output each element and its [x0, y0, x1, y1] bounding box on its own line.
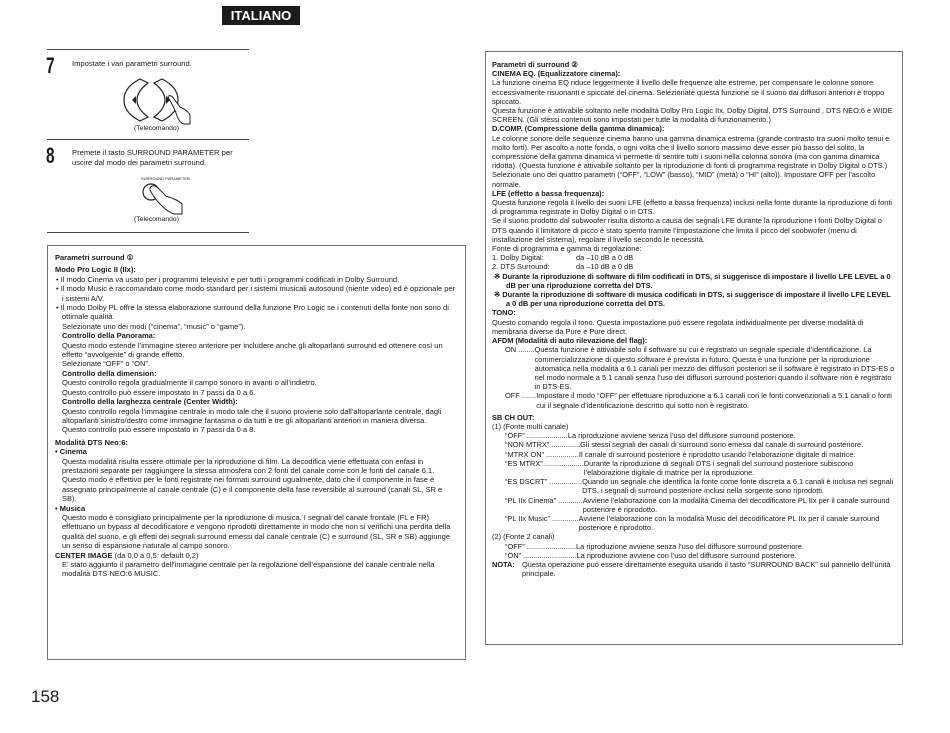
lfe-range-value: da –10 dB a 0 dB: [576, 262, 634, 272]
sbch-key: “PL IIx Cinema” ............: [505, 495, 583, 505]
sbch-value: Il canale di surround posteriore è riprodotto usando l’elaborazione digitale di matrice.: [578, 449, 856, 459]
sbch-key: “NON MTRX” ..............: [505, 440, 581, 450]
afdm-heading: AFDM (Modalità di auto rilevazione del flag):: [492, 336, 648, 346]
pl-bullet: • Il modo Dolby PL offre la stessa elaborazione surround della funzione Pro Logic se i contenuti della fonte non sono di ottimale qualità.: [56, 303, 449, 322]
sbch-item: [492, 514, 896, 532]
center-image-text: E’ stato aggiunto il parametro dell’immagine centrale per la regolazione dell’espansione del canale centrale nella modalità DTS NEO:6 MUSIC.: [62, 560, 435, 579]
sbch-key: “PL IIx Music” .............: [505, 513, 579, 523]
divider: [47, 232, 249, 233]
center-width-range: Questo controllo può essere impostato in 7 passi da 0 a 8.: [62, 425, 256, 435]
nota-text: Questa operazione può essere direttamente eseguita usando il tasto “SURROUND BACK” sul pannello dell’unità principale.: [522, 559, 891, 579]
sbch-value: La riproduzione avviene senza l’uso del diffusore surround posteriore.: [576, 541, 804, 551]
pointing-hand-icon: [150, 186, 182, 214]
panorama-select-text: Selezionate “OFF” o “ON”.: [62, 359, 150, 369]
step-7-text: Impostate i vari parametri surround.: [72, 59, 192, 68]
lfe-note: ※ Durante la riproduzione di software di musica codificati in DTS, si suggerisce di impostare il livello LFE LEVEL a 0 dB per una riproduzione corretta del DTS.: [494, 290, 891, 309]
pl-bullet: • Il modo Cinema va usato per i programmi televisivi e per tutti i programmi codificati in Dolby Surround.: [56, 274, 400, 284]
lfe-range-label: 1. Dolby Digital:: [492, 253, 544, 263]
sbch-item: [492, 440, 896, 449]
divider: [47, 139, 249, 140]
surround-parameters-2-box: [485, 51, 903, 645]
divider: [47, 49, 249, 50]
dimension-text: Questo controllo regola gradualmente il campo sonoro in avanti o all’indietro.: [62, 378, 317, 388]
afdm-key: OFF .......: [505, 391, 537, 401]
cinema-eq-text: La funzione cinema EQ riduce leggermente il livello delle frequenze alte estreme, per compensare le colonne sonore eccessivamente risuonanti e spiccate del cinema. Selezionate questa funzione se il suono dai diffusori anteriori è troppo spiccato.: [492, 78, 885, 106]
sbch-key: “MTRX ON” ................: [505, 449, 579, 459]
sbch-value: La riproduzione avviene senza l’uso del diffusore surround posteriore.: [567, 431, 796, 441]
lfe-range-label: 2. DTS Surround:: [492, 262, 550, 272]
sbch-item: [492, 477, 896, 495]
remote-arrow-buttons-illustration: [118, 75, 192, 125]
lfe-text: Questa funzione regola il livello dei suoni LFE (effetto a bassa frequenza) inclusi nella fonte durante la riproduzione di fonti di programma registrate in Dolby Digital o in DTS.: [492, 198, 893, 217]
language-tab: ITALIANO: [222, 6, 300, 25]
cinema-text: Questo modo è effettivo per le fonti registrate nei formati surround ugualmente, dato che il componente in fase è assegnato principalmente al canale centrale (C) e il componente della fase reversibile al surround (canali SL, SR e SB).: [62, 475, 443, 504]
sbch-heading: SB CH OUT:: [492, 412, 535, 422]
center-width-text: Questo controllo regola l’immagine centrale in modo tale che il suono proviene solo dall’altoparlante centrale, dagli altoparlanti sinistro/destro come immagine fantasma o da tutti e tre gli altoparlanti anteriori in maniera diversa.: [62, 406, 442, 425]
sbch-key: “ES DSCRT” ................: [505, 477, 583, 487]
dcomp-heading: D.COMP. (Compressione della gamma dinamica):: [492, 124, 665, 134]
panorama-heading: Controllo della Panorama:: [62, 331, 156, 341]
sbch-key: “ES MTRX” ...................: [505, 458, 584, 468]
lfe-range-row: [492, 262, 896, 271]
music-heading: • Musica: [55, 503, 86, 513]
cinema-text: Questa modalità risulta essere ottimale per la riproduzione di film. La decodifica viene effettuata con enfasi in prestazioni separate per raggiungere la stessa atmosfera con 2 fonti del canale come con le fonti del canale 6.1.: [62, 456, 435, 475]
music-text: Questo modo è consigliato principalmente per la riproduzione di musica. I segnali del canale frontale (FL e FR) effettuano un bypass al decodificatore e vengono riprodotti direttamente in modo che non si verifichi una perdita della qualità del suono, e gli effetti dei segnali surround emessi dal canale centrale (C) e surround (SL, SR e SB) aggiunge un senso di espansione naturale al campo sonoro.: [62, 512, 451, 551]
step-number-7: 7: [46, 53, 55, 78]
pl-heading: Modo Pro Logic II (IIx):: [55, 265, 136, 275]
sbch-key: “OFF” ....................: [505, 431, 568, 441]
nota: [492, 560, 896, 578]
sbch-two-label: (2) (Fonte 2 canali): [492, 532, 555, 542]
sbch-item: [492, 551, 896, 560]
sbch-item: [492, 450, 896, 459]
surround-parameter-button-illustration: [138, 174, 190, 216]
sbch-item: [492, 459, 896, 477]
sbch-item: [492, 496, 896, 514]
cinema-eq-heading: CINEMA EQ. (Equalizzatore cinema):: [492, 69, 621, 79]
box-title: Parametri surround ①: [55, 253, 134, 262]
sbch-key: “ON” ..........................: [505, 550, 577, 560]
lfe-range-value: da –10 dB a 0 dB: [576, 253, 634, 263]
remote-caption: (Telecomando): [134, 125, 179, 132]
cinema-heading: • Cinema: [55, 447, 87, 457]
box-title: Parametri di surround ②: [492, 60, 578, 69]
sbch-value: Durante la riproduzione di segnali DTS i segnali del surround posteriore subiscono l’elaborazione digitale di matrice per la riproduzione.: [583, 458, 854, 477]
panorama-text: Questo modo estende l’immagine stereo anteriore per includere anche gli altoparlanti surround ed ottenere così un effetto “avvolgente” di grande effetto.: [62, 340, 443, 360]
step-8-text: Premete il tasto SURROUND PARAMETER per uscire dal modo dei parametri surround.: [72, 148, 233, 167]
afdm-value: Questa funzione è attivabile solo il software su cui è registrato un segnale speciale d’identificazione. La commercializzazione di questo software è prevista in futuro. Questa è una funzione per la riproduzione automatica nella modalità a 6.1 canali per mezzo dei diffusori posteriori se il software è registrato in DTS-ES o nel modo normale a 5.1 canali senza l’uso dei diffusori surround posteriori quando il software non è registrato in DTS-ES.: [534, 345, 895, 392]
pl-select-text: Selezionate uno dei modi (“cinema”, “music” o “game”).: [62, 321, 246, 331]
sbch-multi-label: (1) (Fonte multi canale): [492, 421, 569, 431]
remote-caption-8: (Telecomando): [134, 216, 179, 223]
pl-bullet: • Il modo Music è raccomandato come modo standard per i sistemi musicali autosound (niente video) ed è opzionale per i sistemi A/V.: [56, 284, 456, 303]
dimension-heading: Controllo della dimension:: [62, 368, 157, 378]
afdm-item: [492, 391, 896, 409]
sbch-value: Gli stessi segnali dei canali di surround sono emessi dal canale di surround posteriore.: [580, 440, 864, 450]
sbch-item: [492, 542, 896, 551]
lfe-text: Se il suono prodotto dal subwoofer risulta distorto a causa dei segnali LFE durante la riproduzione i fonti Dolby Digital o DTS quando il limitatore di picco è stato spento tramite l’impostazione che limita il picco del soobwofer (menu di installazione del sistema), regolare il livello secondo le necessità.: [492, 216, 882, 244]
afdm-key: ON ........: [505, 345, 535, 355]
tono-heading: TONO:: [492, 308, 516, 318]
sbch-value: La riproduzione avviene con l’uso del diffusore surround posteriore.: [576, 550, 797, 560]
dcomp-text: Le colonne sonore delle sequenze cinema hanno una gamma dinamica estrema (grande contrasto tra suoni molto tenui e molto forti). Per ascolto a notte fonda, o ogni volta che il livello sonoro massimo deve esser più basso del solito, la compressione della gamma dinamica vi permette di sentire tutti i suoni nella colonna sonora (ma con gamma dinamica ridotta). (Questa funzione è attivabile soltanto per la riproduzione di fonti di programma registrate in Dolby Digital o DTS.) Selezionate uno dei quattro parametri (“OFF”, “LOW” (basso), “MID” (metà) o “HI” (alto)). Impostare OFF per l’ascolto normale.: [492, 133, 890, 189]
cinema-eq-text: Questa funzione è attivabile soltanto nelle modalità Dolby Pro Logic IIx, Dolby Digital, DTS Surround , DTS NEO:6 e WIDE SCREEN. (Gli stessi contenuti sono impostati per tutte la modalità di funzionamento.): [492, 106, 893, 125]
left-arrow-button-icon: [124, 79, 148, 121]
sbch-value: Avviene l’elaborazione con la modalità Cinema del decodificatore PL IIx per il canale surround posteriore è riprodotto.: [582, 495, 890, 514]
center-image-range: (da 0,0 a 0,5: default 0,2): [112, 550, 199, 560]
nota-label: NOTA:: [492, 559, 515, 569]
lfe-note: ※ Durante la riproduzione di software di film codificati in DTS, si suggerisce di impostare il livello LFE LEVEL a 0 dB per una riproduzione corretta del DTS.: [494, 271, 891, 290]
neo6-heading: Modalità DTS Neo:6:: [55, 437, 128, 447]
afdm-value: Impostare il modo “OFF” per effettuare riproduzione a 6.1 canali con le fonti convenzionali a 5.1 canali o fonti cui il segnale d’identificazione descritto qui sotto non è registrato.: [536, 391, 892, 410]
dimension-range: Questo controllo può essere impostato in 7 passi da 0 a 6.: [62, 387, 256, 397]
lfe-range-intro: Fonte di programma e gamma di regolazione:: [492, 244, 642, 254]
surround-parameters-1-box: [47, 245, 466, 660]
button-label: SURROUND PARAMETER: [141, 176, 190, 181]
center-width-heading: Controllo della larghezza centrale (Center Width):: [62, 397, 238, 407]
tono-text: Questo comando regola il tono. Questa impostazione può essere regolata individualmente per diverse modalità di membrana diverse da Pure e Pure direct.: [492, 317, 864, 336]
lfe-range-row: [492, 253, 896, 262]
sbch-item: [492, 431, 896, 440]
page-number: 158: [31, 687, 60, 706]
step-number-8: 8: [46, 143, 55, 168]
sbch-value: Avviene l’elaborazione con la modalità Music del decodificatore PL IIx per il canale surround posteriore è riprodotto.: [578, 513, 880, 533]
center-image-heading: CENTER IMAGE: [55, 550, 113, 560]
sbch-value: Quando un segnale che identifica la fonte come fonte discreta a 6.1 canali è inclusa nei segnali DTS, i segnali di surround posteriore inclusi nella sorgente sono riprodotti.: [582, 477, 894, 496]
lfe-heading: LFE (effetto a bassa frequenza):: [492, 188, 605, 198]
sbch-key: “OFF” ........................: [505, 541, 577, 551]
afdm-item: [492, 345, 896, 391]
